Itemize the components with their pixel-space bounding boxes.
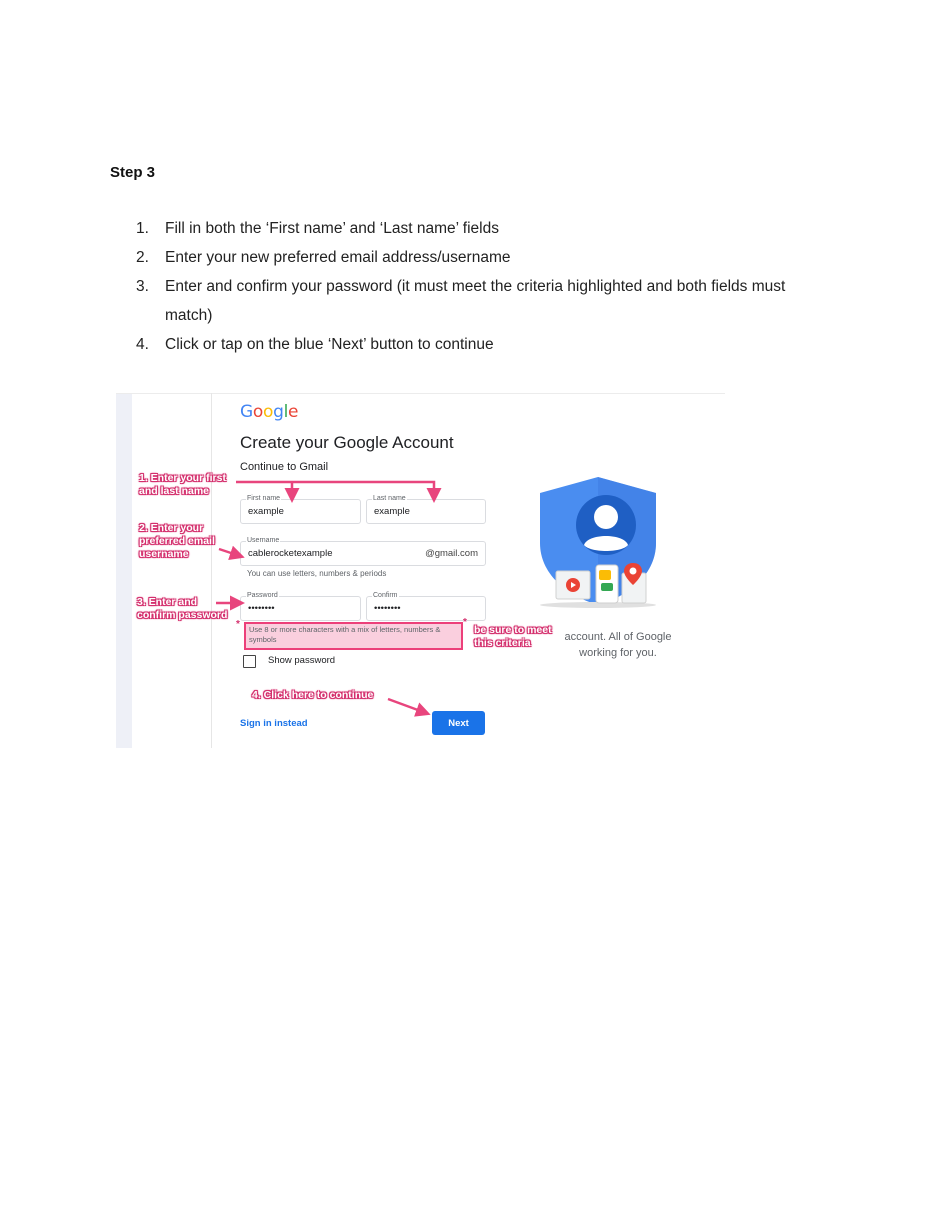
annotation-password: 3. Enter and confirm password: [137, 596, 228, 621]
arrow-to-next-button: [388, 699, 426, 713]
confirm-password-field[interactable]: [366, 592, 486, 621]
username-hint: You can use letters, numbers & periods: [247, 569, 387, 578]
instruction-number: 2.: [136, 249, 149, 266]
first-name-label: First name: [247, 495, 281, 502]
first-name-field[interactable]: [240, 495, 361, 524]
logo-letter: G: [240, 402, 253, 422]
confirm-label: Confirm: [373, 592, 398, 599]
instruction-item: [136, 243, 816, 272]
google-logo: [240, 402, 298, 422]
annotation-criteria: be sure to meet this criteria: [474, 624, 552, 649]
logo-letter: o: [262, 402, 274, 422]
last-name-value: example: [374, 506, 410, 517]
annotation-username: 2. Enter your preferred email username: [139, 522, 215, 560]
logo-letter: o: [252, 402, 263, 422]
step-heading: Step 3: [110, 164, 156, 181]
logo-letter: g: [273, 402, 284, 422]
instruction-text: Click or tap on the blue ‘Next’ button to continue: [165, 336, 494, 353]
show-password-checkbox[interactable]: [243, 655, 256, 668]
instruction-number: 4.: [136, 336, 149, 353]
chat-bubble-icon: [599, 570, 611, 580]
password-value: ••••••••: [248, 603, 275, 614]
first-name-value: example: [248, 506, 284, 517]
signup-screenshot: [116, 393, 725, 748]
devices-illustration: [536, 561, 661, 609]
instruction-item: [136, 330, 816, 359]
instruction-list: [136, 214, 816, 359]
instruction-item: [136, 214, 816, 243]
password-label: Password: [247, 592, 278, 599]
annotation-first-last-name: 1. Enter your first and last name: [139, 472, 226, 497]
username-label: Username: [247, 537, 280, 544]
criteria-star-icon: *: [463, 617, 467, 628]
confirm-value: ••••••••: [374, 603, 401, 614]
instruction-text: Enter your new preferred email address/username: [165, 249, 511, 266]
next-button[interactable]: Next: [432, 711, 485, 735]
logo-letter: e: [288, 402, 299, 422]
instruction-number: 1.: [136, 220, 149, 237]
top-divider: [116, 393, 725, 394]
logo-letter: l: [283, 402, 289, 422]
instruction-number: 3.: [136, 278, 149, 295]
left-divider: [211, 393, 212, 748]
page-title: Create your Google Account: [240, 433, 454, 452]
last-name-field[interactable]: [366, 495, 486, 524]
password-field[interactable]: [240, 592, 361, 621]
instruction-text: Fill in both the ‘First name’ and ‘Last name’ fields: [165, 220, 499, 237]
sign-in-instead-link[interactable]: Sign in instead: [240, 718, 308, 729]
avatar-head-icon: [594, 505, 618, 529]
left-margin-band: [116, 393, 132, 748]
page-subtitle: Continue to Gmail: [240, 461, 329, 473]
annotation-next: 4. Click here to continue: [252, 689, 374, 701]
username-value: cablerocketexample: [248, 548, 333, 559]
instruction-text: Enter and confirm your password (it must meet the criteria highlighted and both fields must match): [165, 278, 786, 324]
tagline: account. All of Google working for you.: [564, 631, 672, 659]
criteria-star-icon: *: [236, 619, 240, 630]
username-field[interactable]: [240, 537, 486, 566]
password-criteria-highlight: [244, 622, 463, 650]
gmail-suffix: @gmail.com: [425, 548, 478, 559]
show-password-label: Show password: [268, 655, 336, 666]
last-name-label: Last name: [373, 495, 406, 502]
instruction-item: [136, 272, 816, 330]
password-hint: Use 8 or more characters with a mix of letters, numbers & symbols: [249, 625, 441, 644]
